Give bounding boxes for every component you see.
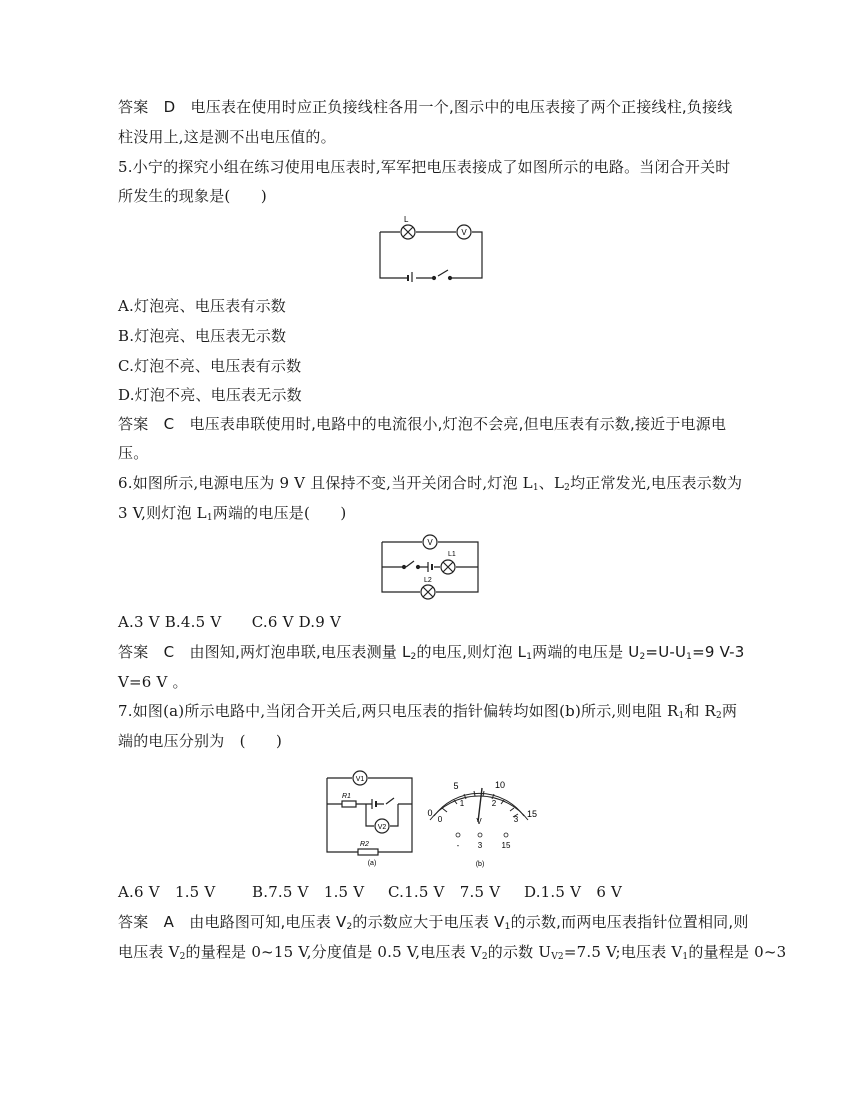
q7-voltmeter-figure-b: [420, 772, 538, 870]
q5-answer-line2: 压。: [118, 444, 149, 462]
q7-option-d: D.1.5 V 6 V: [524, 883, 623, 901]
q5-option-a: A.灯泡亮、电压表有示数: [118, 297, 287, 315]
q6-circuit-figure: [378, 534, 482, 600]
q6-l2-label: L2: [424, 577, 432, 584]
q6-stem-line1: 6.如图所示,电源电压为 9 V 且保持不变,当开关闭合时,灯泡 $L_1$、$L_2$均正常发光,电压表示数为: [118, 474, 743, 493]
q7b-caption: (b): [475, 861, 485, 868]
q7b-bottom-tick-3: 3: [513, 815, 519, 824]
q7-circuit-figure-a: [322, 760, 418, 870]
q5-lamp-label: L: [404, 215, 409, 224]
q5-circuit-figure: [372, 214, 488, 282]
q7-option-b: B.7.5 V 1.5 V: [252, 883, 365, 901]
q7b-top-tick-5: 5: [453, 781, 459, 791]
q6-answer-line2: V=6 V 。: [118, 673, 188, 691]
q7b-top-tick-0: 0: [427, 808, 433, 818]
q7-answer-line1: 答案 A 由电路图可知,电压表 $V_2$的示数应大于电压表 $V_1$的示数,而两电压表指针位置相同,则: [118, 913, 749, 932]
q5-answer-line1: 答案 C 电压表串联使用时,电路中的电流很小,灯泡不会亮,但电压表有示数,接近于电源电: [118, 415, 727, 433]
q7b-terminal-3: 3: [477, 841, 483, 850]
q7a-v1-label: V1: [355, 776, 365, 783]
q7a-caption: (a): [367, 860, 377, 867]
q5-meter-label: V: [461, 228, 467, 237]
q6-options: A.3 V B.4.5 V C.6 V D.9 V: [118, 613, 341, 631]
q7-stem-line2: 端的电压分别为 ( ): [118, 732, 283, 750]
q6-meter-label: V: [427, 538, 433, 547]
q7b-terminal-15: 15: [501, 841, 511, 850]
q7b-top-tick-15: 15: [526, 809, 538, 819]
q7b-bottom-tick-1: 1: [459, 799, 465, 808]
q5-option-c: C.灯泡不亮、电压表有示数: [118, 357, 302, 375]
q5-stem-line2: 所发生的现象是( ): [118, 187, 267, 205]
q7-option-c: C.1.5 V 7.5 V: [388, 883, 501, 901]
q5-stem-line1: 5.小宁的探究小组在练习使用电压表时,军军把电压表接成了如图所示的电路。当闭合开关时: [118, 158, 731, 176]
q6-answer-line1: 答案 C 由图知,两灯泡串联,电压表测量 $L_2$的电压,则灯泡 $L_1$两端的电压是 $U_2=U-U_1=9$ V-3: [118, 643, 745, 662]
q5-option-d: D.灯泡不亮、电压表无示数: [118, 386, 302, 404]
q7a-r1-label: R1: [342, 793, 351, 800]
q5-option-b: B.灯泡亮、电压表无示数: [118, 327, 287, 345]
q7a-r2-label: R2: [360, 841, 369, 848]
q4-answer-line1: 答案 D 电压表在使用时应正负接线柱各用一个,图示中的电压表接了两个正接线柱,负接线: [118, 98, 733, 116]
q7b-unit: V: [476, 817, 482, 826]
q6-stem-line2: 3 V,则灯泡 $L_1$两端的电压是( ): [118, 504, 347, 523]
q7a-v2-label: V2: [377, 824, 387, 831]
q4-answer-line2: 柱没用上,这是测不出电压值的。: [118, 128, 336, 146]
q6-l1-label: L1: [448, 551, 456, 558]
q7b-bottom-tick-2: 2: [491, 799, 497, 808]
q7-answer-line2: 电压表 $V_2$的量程是 0~15 V,分度值是 0.5 V,电压表 $V_2$的示数 $U_{V2}=7.5$ V;电压表 $V_1$的量程是 0~3: [118, 943, 787, 962]
q7b-top-tick-10: 10: [494, 780, 506, 790]
q7b-bottom-tick-0: 0: [437, 815, 443, 824]
q7-stem-line1: 7.如图(a)所示电路中,当闭合开关后,两只电压表的指针偏转均如图(b)所示,则电阻 $R_1$和 $R_2$两: [118, 702, 738, 721]
q7b-terminal-neg: -: [456, 841, 460, 850]
q7-option-a: A.6 V 1.5 V: [118, 883, 216, 901]
